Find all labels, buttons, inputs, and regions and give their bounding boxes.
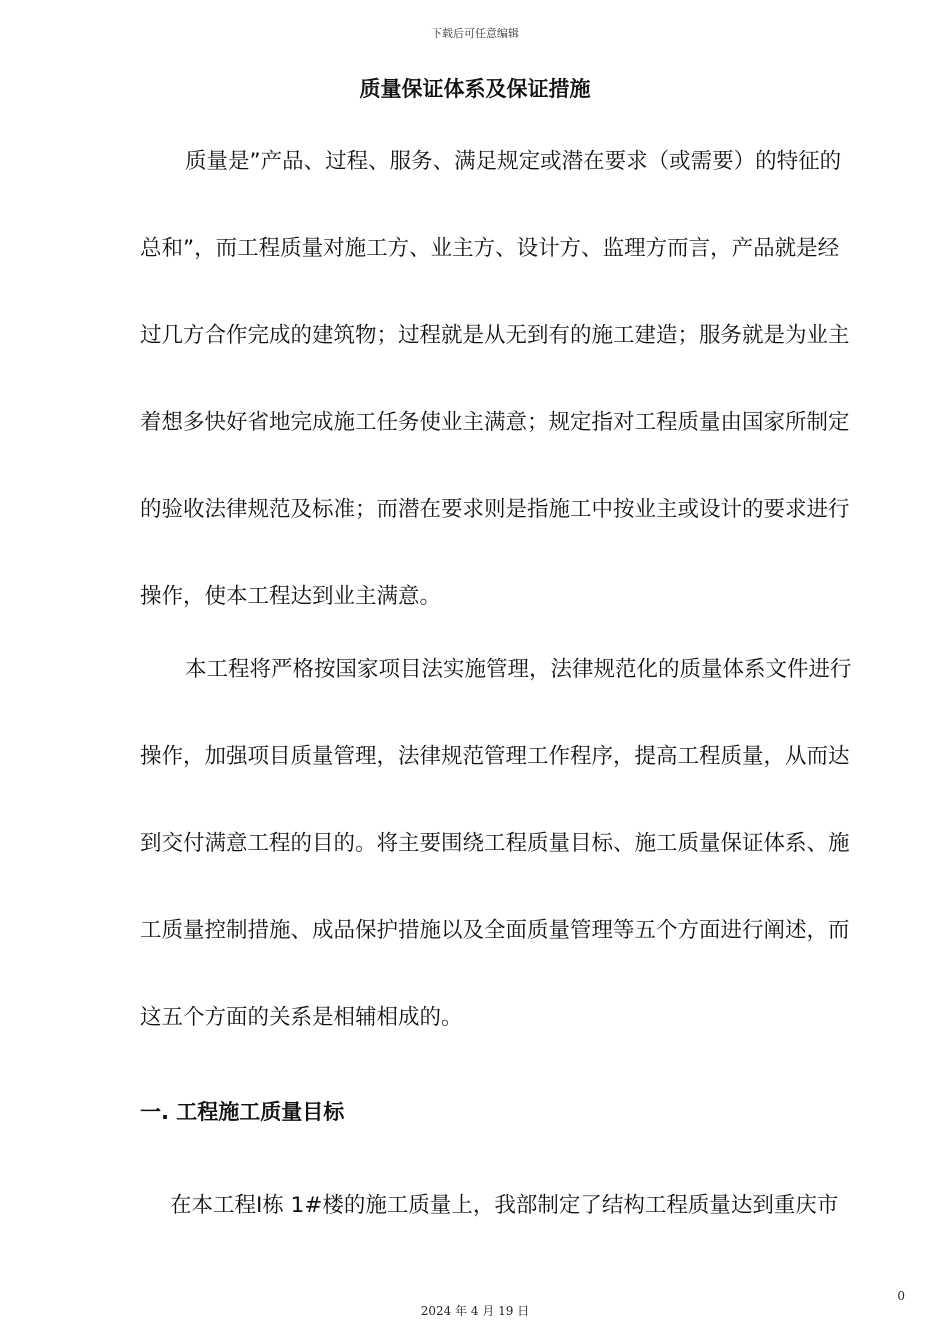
paragraph-quality-target xyxy=(140,1162,905,1249)
paragraph-line: 操作，加强项目质量管理，法律规范管理工作程序，提高工程质量，从而达 xyxy=(140,744,850,769)
paragraph-line: 质量是”产品、过程、服务、满足规定或潜在要求（或需要）的特征的 xyxy=(185,149,842,174)
paragraph-management-approach xyxy=(140,626,905,1061)
paragraph-line: 操作，使本工程达到业主满意。 xyxy=(140,584,442,609)
paragraph-line: 到交付满意工程的目的。将主要围绕工程质量目标、施工质量保证体系、施 xyxy=(140,831,850,856)
paragraph-line: 的验收法律规范及标准；而潜在要求则是指施工中按业主或设计的要求进行 xyxy=(140,497,850,522)
paragraph-line: 本工程将严格按国家项目法实施管理，法律规范化的质量体系文件进行 xyxy=(185,657,852,682)
paragraph-line: 工质量控制措施、成品保护措施以及全面质量管理等五个方面进行阐述，而 xyxy=(140,918,850,943)
page-number: 0 xyxy=(897,1289,905,1303)
paragraph-line: 这五个方面的关系是相辅相成的。 xyxy=(140,1005,463,1030)
paragraph-quality-definition xyxy=(140,118,905,640)
section-heading-quality-target: 一. 工程施工质量目标 xyxy=(140,1100,345,1124)
paragraph-line: 在本工程Ⅰ栋 1#楼的施工质量上，我部制定了结构工程质量达到重庆市 xyxy=(170,1193,839,1218)
document-title: 质量保证体系及保证措施 xyxy=(359,77,591,101)
paragraph-line: 着想多快好省地完成施工任务使业主满意；规定指对工程质量由国家所制定 xyxy=(140,410,850,435)
footer-date: 2024 年 4 月 19 日 xyxy=(420,1304,530,1318)
paragraph-line: 过几方合作完成的建筑物；过程就是从无到有的施工建造；服务就是为业主 xyxy=(140,323,850,348)
paragraph-line: 总和”，而工程质量对施工方、业主方、设计方、监理方而言，产品就是经 xyxy=(140,236,840,261)
header-note: 下载后可任意编辑 xyxy=(431,27,519,40)
